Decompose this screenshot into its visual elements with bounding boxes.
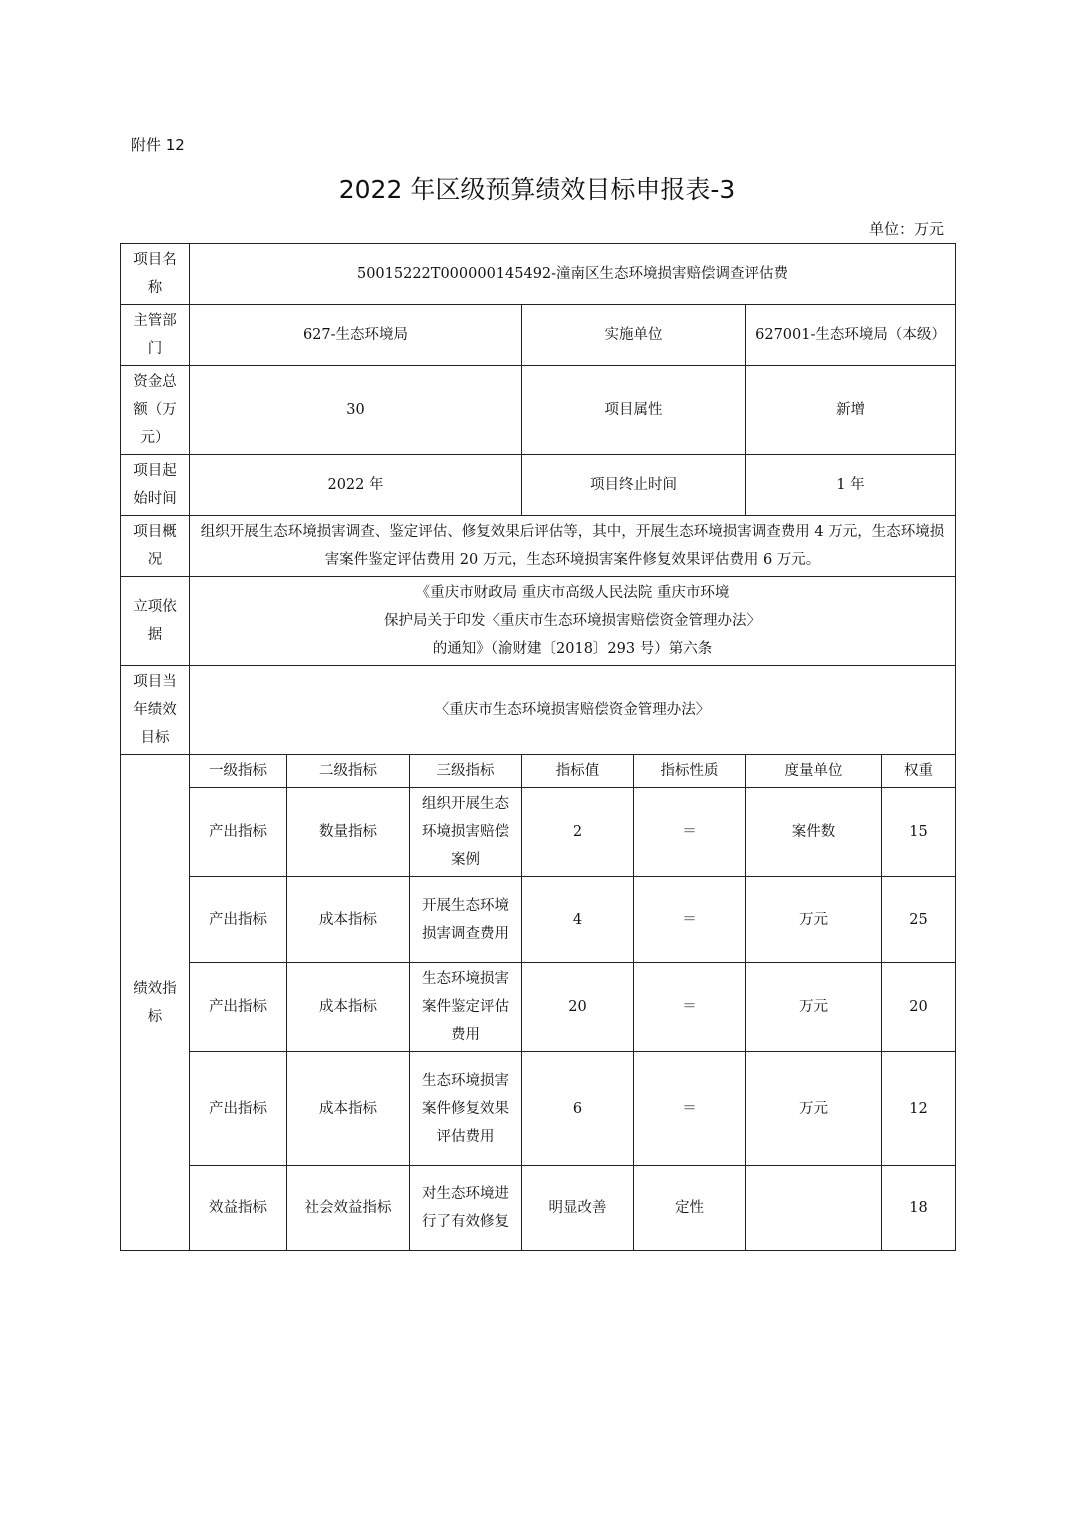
header-nature: 指标性质: [634, 755, 746, 788]
header-weight: 权重: [882, 755, 956, 788]
indicator-level1: 产出指标: [190, 963, 287, 1052]
implementing-unit-label: 实施单位: [522, 305, 746, 366]
project-attribute-value: 新增: [746, 366, 956, 455]
department-label: 主管部门: [121, 305, 190, 366]
basis-line-1: 《重庆市财政局 重庆市高级人民法院 重庆市环境: [415, 585, 730, 601]
overview-value: 组织开展生态环境损害调查、鉴定评估、修复效果后评估等，其中，开展生态环境损害调查费用 4 万元，生态环境损害案件鉴定评估费用 20 万元，生态环境损害案件修复效果评估费用 6 万元。: [190, 516, 956, 577]
indicator-nature: 定性: [634, 1166, 746, 1251]
indicators-section-label: 绩效指标: [121, 755, 190, 1251]
indicator-value: 明显改善: [522, 1166, 634, 1251]
project-attribute-label: 项目属性: [522, 366, 746, 455]
indicator-level2: 成本指标: [287, 963, 410, 1052]
fund-row: [121, 366, 956, 455]
indicator-level3: 对生态环境进行了有效修复: [410, 1166, 522, 1251]
header-level3: 三级指标: [410, 755, 522, 788]
start-time-value: 2022 年: [190, 455, 522, 516]
project-name-label: 项目名称: [121, 244, 190, 305]
indicator-nature: ＝: [634, 963, 746, 1052]
basis-label: 立项依据: [121, 577, 190, 666]
indicator-level3: 组织开展生态环境损害赔偿案例: [410, 788, 522, 877]
basis-line-3: 的通知》（渝财建〔2018〕293 号）第六条: [432, 641, 713, 657]
indicator-level3: 生态环境损害案件修复效果评估费用: [410, 1052, 522, 1166]
indicator-weight: 12: [882, 1052, 956, 1166]
header-unit: 度量单位: [746, 755, 882, 788]
indicator-unit: 万元: [746, 1052, 882, 1166]
indicator-unit: 万元: [746, 877, 882, 963]
attachment-label: 附件 12: [131, 136, 185, 154]
indicator-value: 6: [522, 1052, 634, 1166]
unit-label: 单位：万元: [868, 220, 944, 238]
indicator-level2: 社会效益指标: [287, 1166, 410, 1251]
indicator-value: 4: [522, 877, 634, 963]
indicator-level2: 成本指标: [287, 877, 410, 963]
implementing-unit-value: 627001-生态环境局（本级）: [746, 305, 956, 366]
indicator-level2: 数量指标: [287, 788, 410, 877]
header-level1: 一级指标: [190, 755, 287, 788]
indicator-row: [121, 1052, 956, 1166]
indicator-row: [121, 877, 956, 963]
overview-label: 项目概况: [121, 516, 190, 577]
indicator-level1: 产出指标: [190, 1052, 287, 1166]
page-title: 2022 年区级预算绩效目标申报表-3: [338, 175, 736, 204]
indicator-level3: 开展生态环境损害调查费用: [410, 877, 522, 963]
indicator-level1: 产出指标: [190, 788, 287, 877]
fund-value: 30: [190, 366, 522, 455]
goal-label: 项目当年绩效目标: [121, 666, 190, 755]
department-row: [121, 305, 956, 366]
indicator-unit: 案件数: [746, 788, 882, 877]
indicator-nature: ＝: [634, 877, 746, 963]
project-name-row: [121, 244, 956, 305]
goal-value: 〈重庆市生态环境损害赔偿资金管理办法〉: [190, 666, 956, 755]
header-level2: 二级指标: [287, 755, 410, 788]
indicator-row: [121, 1166, 956, 1251]
start-time-label: 项目起始时间: [121, 455, 190, 516]
indicator-unit: 万元: [746, 963, 882, 1052]
indicator-weight: 25: [882, 877, 956, 963]
indicator-level1: 产出指标: [190, 877, 287, 963]
header-value: 指标值: [522, 755, 634, 788]
indicator-nature: ＝: [634, 788, 746, 877]
basis-value: [190, 577, 956, 666]
indicator-header-row: [121, 755, 956, 788]
basis-line-2: 保护局关于印发〈重庆市生态环境损害赔偿资金管理办法〉: [384, 613, 761, 629]
indicator-weight: 20: [882, 963, 956, 1052]
indicator-unit: [746, 1166, 882, 1251]
project-name-value: 50015222T000000145492-潼南区生态环境损害赔偿调查评估费: [190, 244, 956, 305]
goal-row: [121, 666, 956, 755]
end-time-value: 1 年: [746, 455, 956, 516]
indicator-weight: 15: [882, 788, 956, 877]
end-time-label: 项目终止时间: [522, 455, 746, 516]
indicator-value: 20: [522, 963, 634, 1052]
indicator-nature: ＝: [634, 1052, 746, 1166]
indicator-row: [121, 788, 956, 877]
indicator-row: [121, 963, 956, 1052]
indicator-level1: 效益指标: [190, 1166, 287, 1251]
fund-label: 资金总额（万元）: [121, 366, 190, 455]
indicator-level2: 成本指标: [287, 1052, 410, 1166]
indicator-weight: 18: [882, 1166, 956, 1251]
department-value: 627-生态环境局: [190, 305, 522, 366]
declaration-table: [120, 243, 956, 1251]
overview-row: [121, 516, 956, 577]
indicator-value: 2: [522, 788, 634, 877]
basis-row: [121, 577, 956, 666]
time-row: [121, 455, 956, 516]
indicator-level3: 生态环境损害案件鉴定评估费用: [410, 963, 522, 1052]
